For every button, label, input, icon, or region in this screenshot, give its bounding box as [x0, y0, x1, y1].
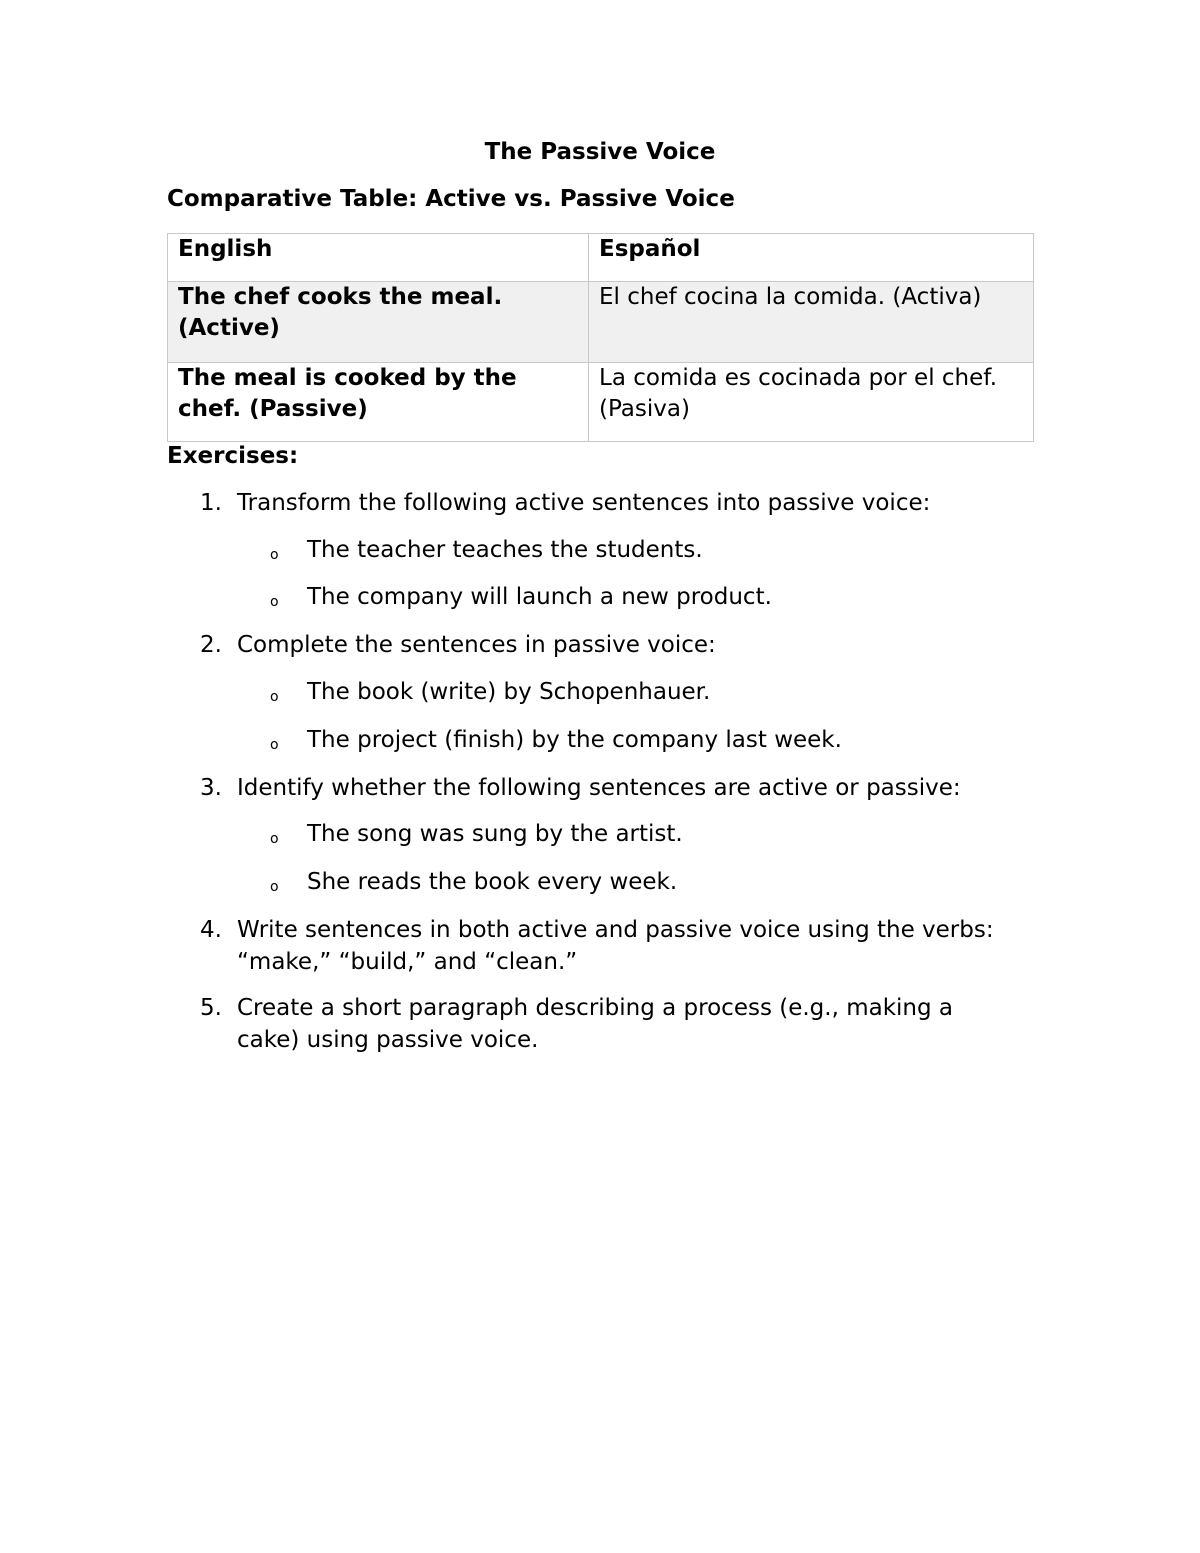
bullet-icon: o: [270, 547, 279, 563]
exercise-subitem: The book (write) by Schopenhauer.: [307, 679, 711, 705]
exercise-text: Transform the following active sentences into passive voice:: [237, 490, 931, 516]
exercise-subitem: The teacher teaches the students.: [307, 537, 703, 563]
exercise-number: 2.: [200, 632, 222, 658]
exercise-subitem: The song was sung by the artist.: [307, 821, 683, 847]
section-subtitle: Comparative Table: Active vs. Passive Voice: [167, 186, 735, 212]
exercise-text: Write sentences in both active and passive voice using the verbs: “make,” “build,” and “clean.”: [237, 917, 994, 975]
table-row: [168, 363, 1034, 442]
exercise-text: Identify whether the following sentences are active or passive:: [237, 775, 961, 801]
exercise-subitem: The project (finish) by the company last week.: [307, 727, 842, 753]
bullet-icon: o: [270, 879, 279, 895]
table-header-row: [168, 234, 1034, 282]
exercise-subitem: The company will launch a new product.: [307, 584, 772, 610]
exercise-number: 3.: [200, 775, 222, 801]
exercise-subitem: She reads the book every week.: [307, 869, 678, 895]
comparison-table: [167, 233, 1034, 442]
table-cell-spanish: La comida es cocinada por el chef. (Pasiva): [589, 363, 1034, 442]
exercises-heading: Exercises:: [167, 443, 299, 469]
table-cell-english: The meal is cooked by the chef. (Passive): [168, 363, 589, 442]
table-header-spanish: Español: [589, 234, 1034, 282]
page-title: The Passive Voice: [484, 139, 716, 165]
bullet-icon: o: [270, 689, 279, 705]
bullet-icon: o: [270, 831, 279, 847]
bullet-icon: o: [270, 737, 279, 753]
table-cell-english: The chef cooks the meal. (Active): [168, 282, 589, 363]
exercise-number: 1.: [200, 490, 222, 516]
exercise-number: 4.: [200, 917, 222, 943]
table-cell-spanish: El chef cocina la comida. (Activa): [589, 282, 1034, 363]
exercise-number: 5.: [200, 995, 222, 1021]
exercise-text: Complete the sentences in passive voice:: [237, 632, 716, 658]
bullet-icon: o: [270, 594, 279, 610]
table-header-english: English: [168, 234, 589, 282]
exercise-text: Create a short paragraph describing a process (e.g., making a cake) using passive voice.: [237, 995, 953, 1053]
table-row: [168, 282, 1034, 363]
